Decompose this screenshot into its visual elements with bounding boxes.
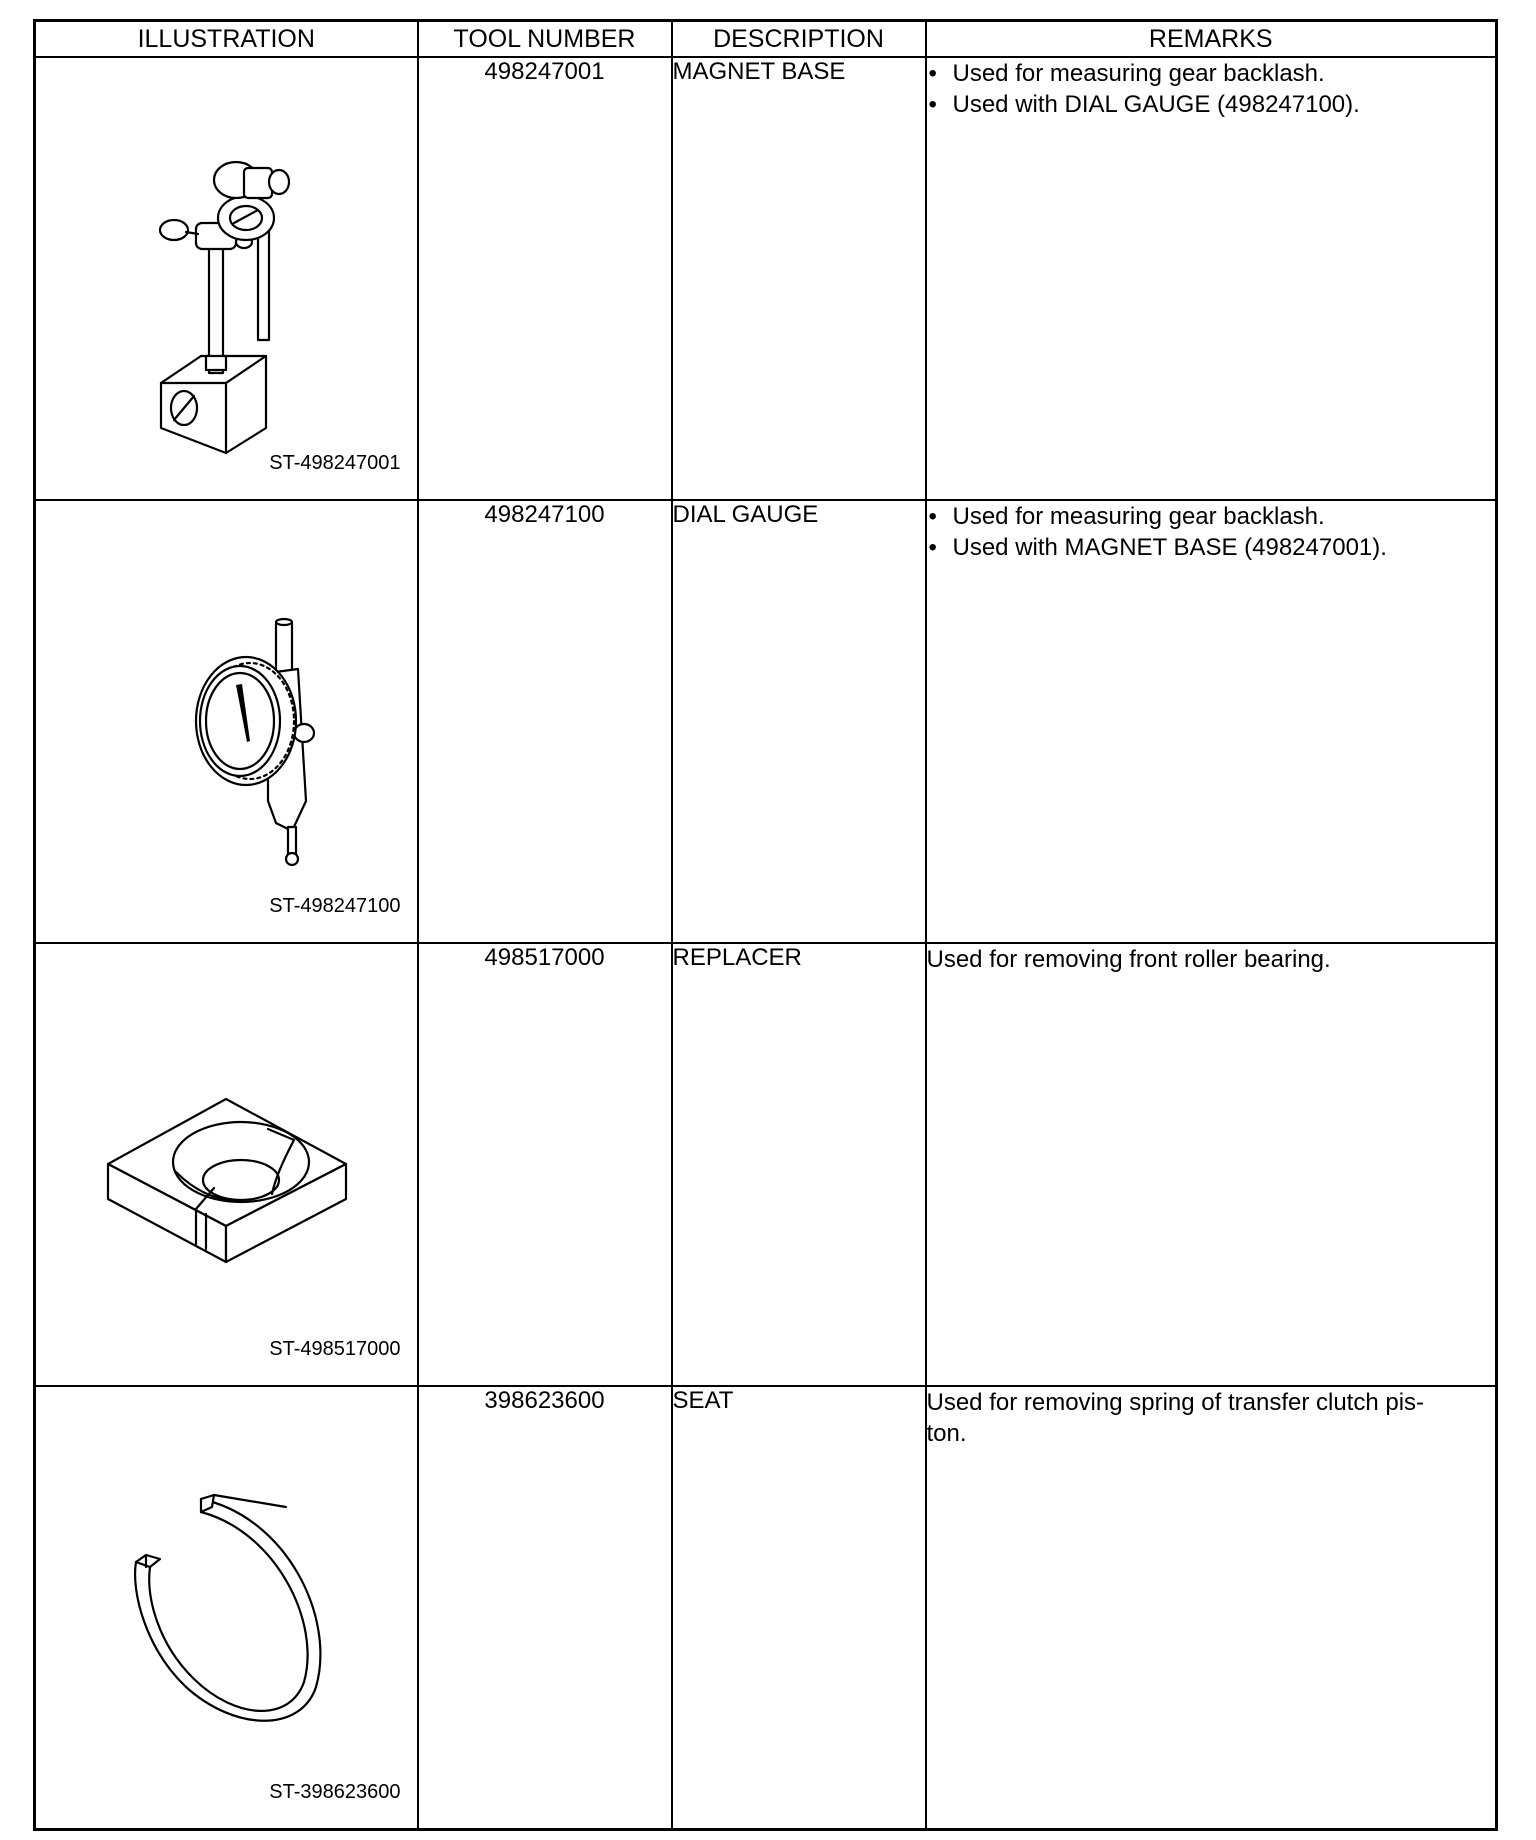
illustration-cell xyxy=(35,1386,418,1830)
remarks-list xyxy=(927,58,1496,120)
remark-text: Used with MAGNET BASE (498247001). xyxy=(952,534,1387,561)
illustration-label: ST-398623600 xyxy=(269,1781,401,1803)
header-description: DESCRIPTION xyxy=(672,21,926,58)
tool-number-cell: 498517000 xyxy=(418,943,672,1386)
illustration-cell xyxy=(35,57,418,500)
magnet-base-illustration xyxy=(36,58,419,499)
illustration-label: ST-498247100 xyxy=(269,895,401,917)
table-row xyxy=(35,500,1497,943)
header-tool-number: TOOL NUMBER xyxy=(418,21,672,58)
header-remarks: REMARKS xyxy=(926,21,1497,58)
remarks-cell: Used for removing front roller bearing. xyxy=(926,943,1497,1386)
tool-number-cell: 498247001 xyxy=(418,57,672,500)
remark-text: Used for measuring gear backlash. xyxy=(952,60,1325,87)
illustration-label: ST-498517000 xyxy=(269,1338,401,1360)
bullet: • xyxy=(928,534,937,561)
seat-ring-illustration xyxy=(36,1387,419,1828)
bullet: • xyxy=(928,503,937,530)
special-tools-table xyxy=(33,19,1498,1831)
illustration-cell xyxy=(35,500,418,943)
bullet: • xyxy=(928,91,937,118)
description-cell: REPLACER xyxy=(672,943,926,1386)
illustration-cell xyxy=(35,943,418,1386)
remarks-cell: Used for removing spring of transfer clutch pis- ton. xyxy=(926,1386,1497,1830)
remark-text: Used with DIAL GAUGE (498247100). xyxy=(952,91,1360,118)
replacer-illustration xyxy=(36,944,419,1385)
description-cell: MAGNET BASE xyxy=(672,57,926,500)
bullet: • xyxy=(928,60,937,87)
remark-text: Used for measuring gear backlash. xyxy=(952,503,1325,530)
table-row xyxy=(35,943,1497,1386)
description-cell: SEAT xyxy=(672,1386,926,1830)
remarks-cell xyxy=(926,500,1497,943)
remark-item xyxy=(927,58,1496,89)
remark-item xyxy=(927,89,1496,120)
dial-gauge-illustration xyxy=(36,501,419,942)
table-row xyxy=(35,1386,1497,1830)
remarks-list xyxy=(927,501,1496,563)
header-illustration: ILLUSTRATION xyxy=(35,21,418,58)
table-row xyxy=(35,57,1497,500)
illustration-label: ST-498247001 xyxy=(269,452,401,474)
tool-number-cell: 498247100 xyxy=(418,500,672,943)
remark-item xyxy=(927,532,1496,563)
remarks-cell xyxy=(926,57,1497,500)
header-row xyxy=(35,21,1497,58)
description-cell: DIAL GAUGE xyxy=(672,500,926,943)
remark-item xyxy=(927,501,1496,532)
tool-number-cell: 398623600 xyxy=(418,1386,672,1830)
